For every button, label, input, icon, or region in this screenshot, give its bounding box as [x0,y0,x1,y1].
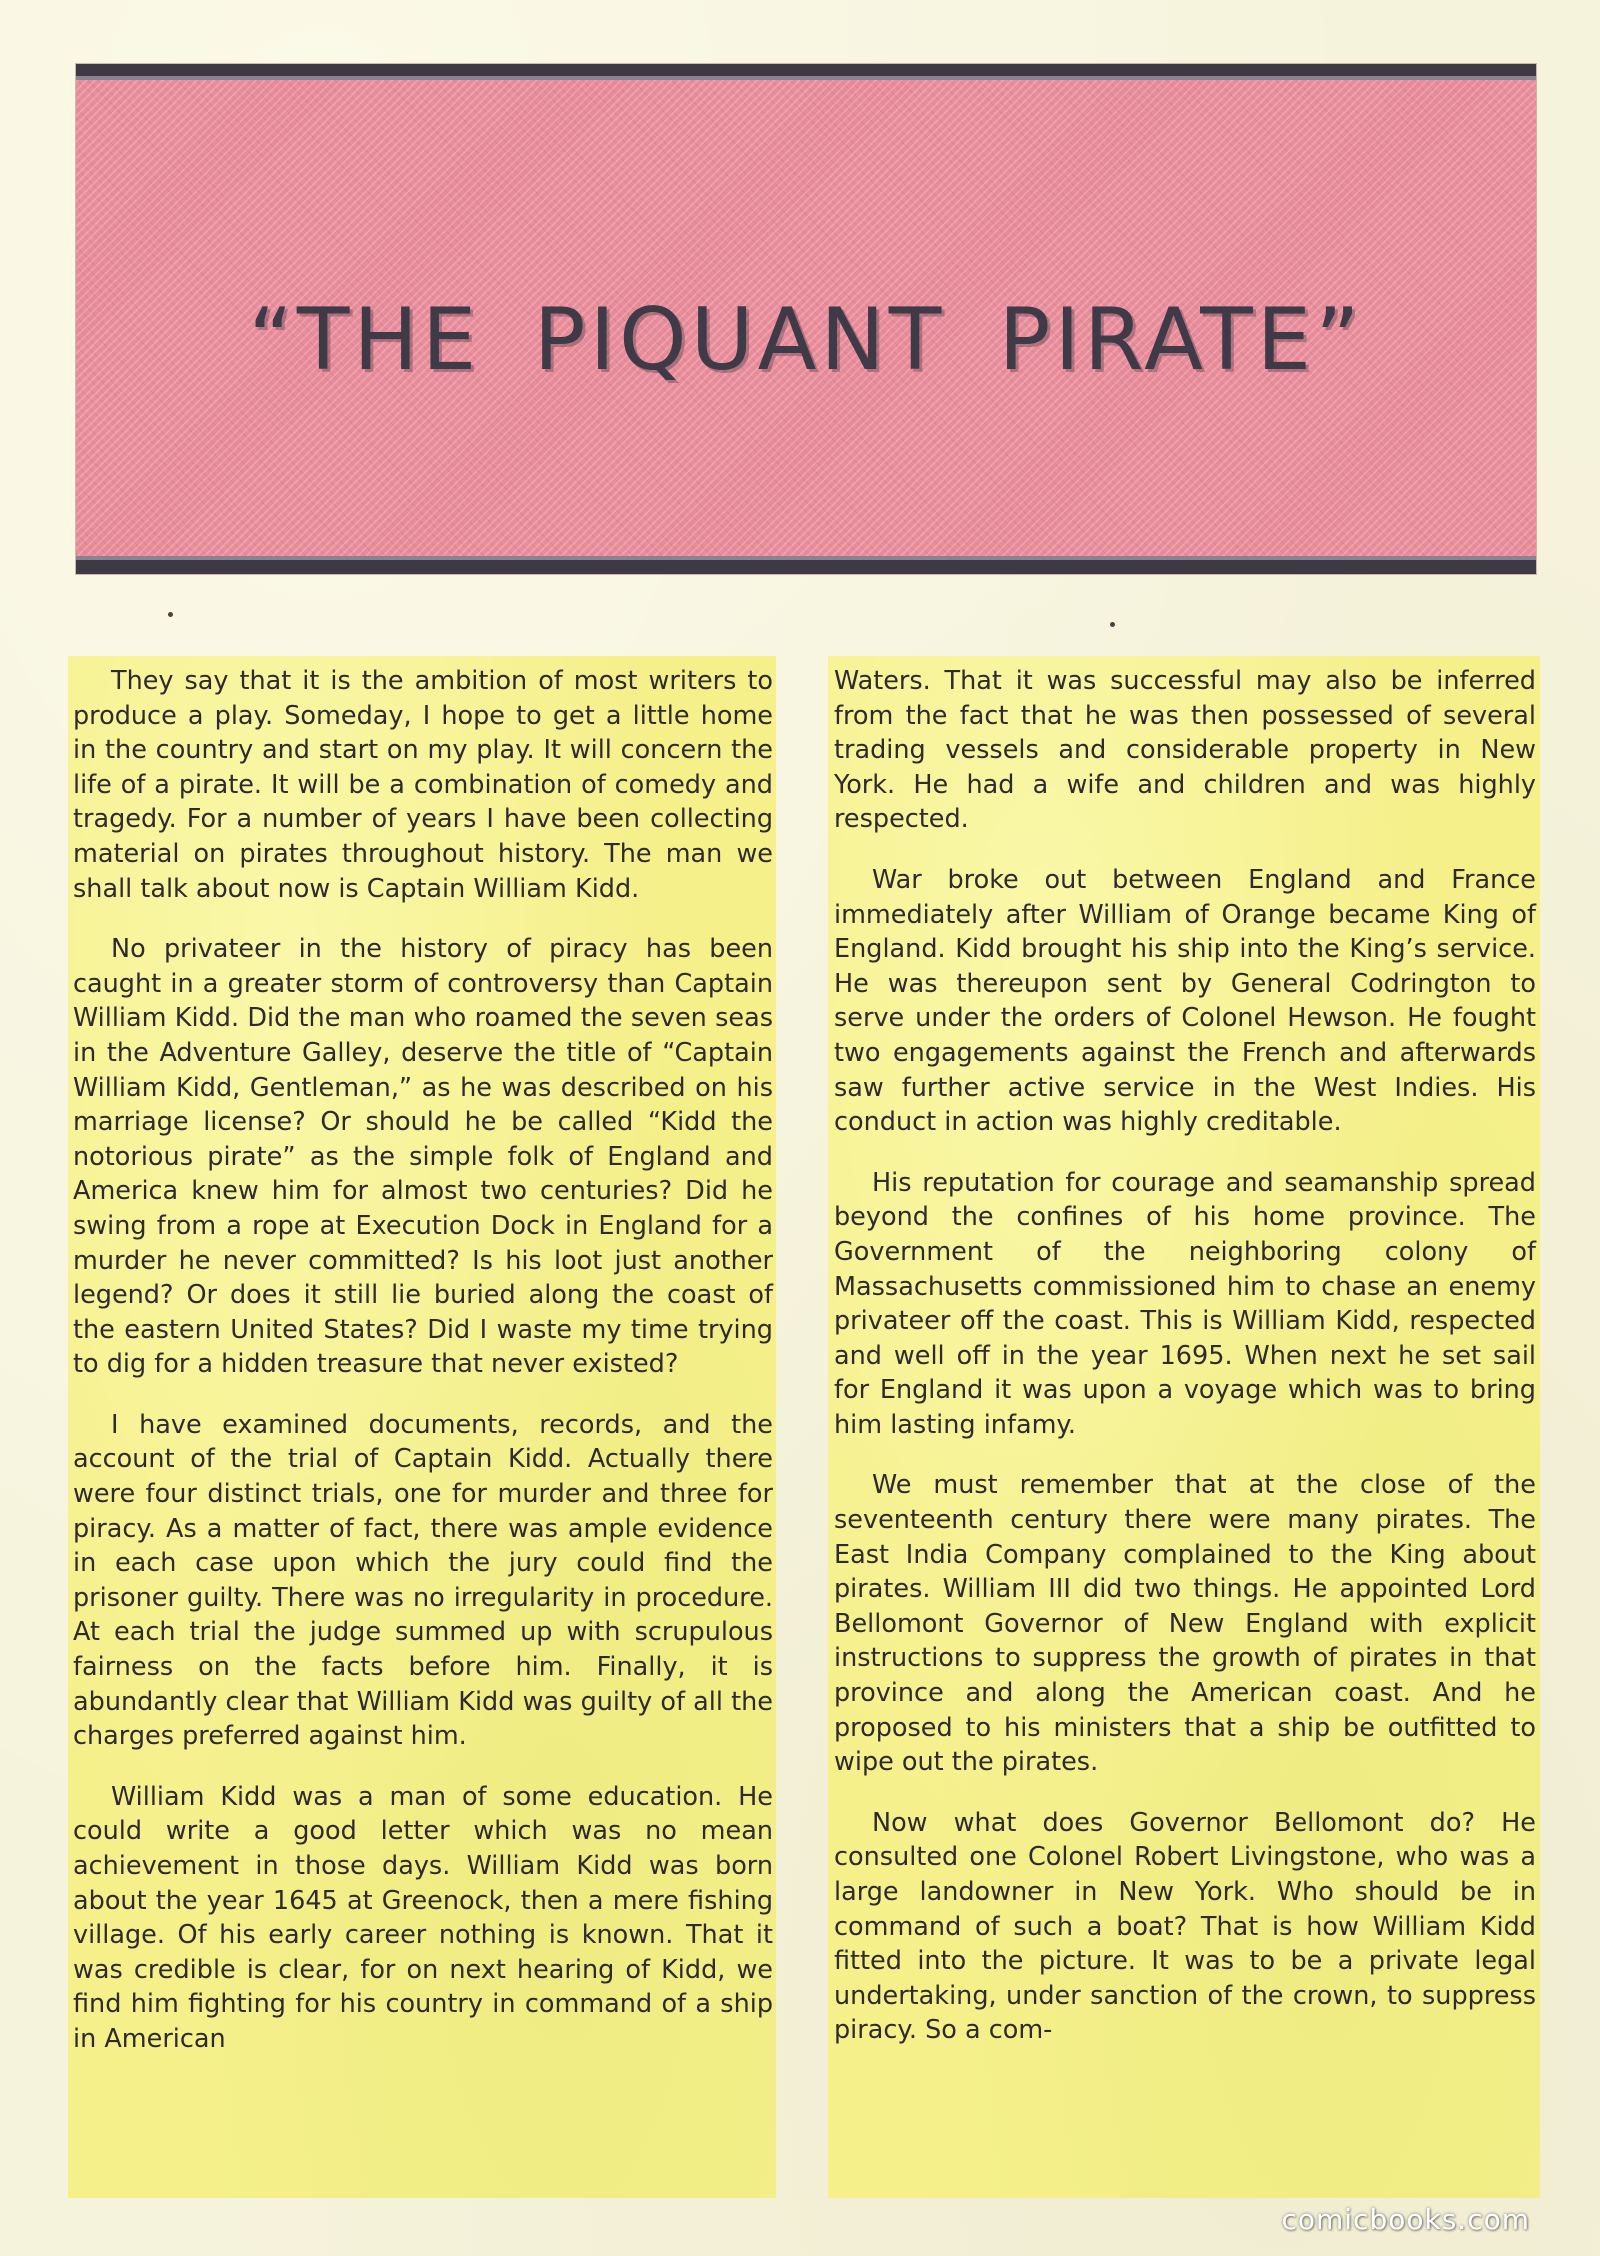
left-column-body [73,664,773,2083]
site-watermark: comicbooks.com [1281,2203,1530,2236]
article-paragraph: His reputation for courage and seamanship spread beyond the confines of his home province. The Government of the neighboring colony of Massachusetts commissioned him to chase an enemy privateer off the coast. This is William Kidd, respected and well off in the year 1695. When next he set sail for England it was upon a voyage which was to bring him lasting infamy. [834,1167,1536,1440]
article-paragraph: No privateer in the history of piracy has been caught in a greater storm of controversy than Captain William Kidd. Did the man who roamed the seven seas in the Adventure Galley, deserve the title of “Captain William Kidd, Gentleman,” as he was described on his marriage license? Or should he be called “Kidd the notorious pirate” as the simple folk of England and America knew him for almost two centuries? Did he swing from a rope at Execution Dock in England for a murder he never committed? Is his loot just another legend? Or does it still lie buried along the coast of the eastern United States? Did I waste my time trying to dig for a hidden treasure that never existed? [73,934,773,1380]
right-column-body [834,664,1536,2074]
page-title: “THE PIQUANT PIRATE” [248,290,1364,390]
print-speck [168,612,173,617]
article-paragraph: They say that it is the ambition of most writers to produce a play. Someday, I hope to get a little home in the country and start on my play. It will concern the life of a pirate. It will be a combination of comedy and tragedy. For a number of years I have been collecting material on pirates throughout history. The man we shall talk about now is Captain William Kidd. [73,666,773,904]
print-speck [1110,622,1115,627]
banner-bottom-rule [76,556,1536,574]
article-paragraph: Waters. That it was successful may also be inferred from the fact that he was then possessed of several trading vessels and considerable property in New York. He had a wife and children and was highly respected. [834,666,1536,835]
article-paragraph: I have examined documents, records, and the account of the trial of Captain Kidd. Actually there were four distinct trials, one for murder and three for piracy. As a matter of fact, there was ample evidence in each case upon which the jury could find the prisoner guilty. There was no irregularity in procedure. At each trial the judge summed up with scrupulous fairness on the facts before him. Finally, it is abundantly clear that William Kidd was guilty of all the charges preferred against him. [73,1409,773,1752]
title-banner [76,64,1536,574]
banner-top-rule [76,64,1536,80]
left-text-column [68,656,776,2198]
article-paragraph: Now what does Governor Bellomont do? He consulted one Colonel Robert Livingstone, who was a large landowner in New York. Who should be in command of such a boat? That is how William Kidd fitted into the picture. It was to be a private legal undertaking, under sanction of the crown, to suppress piracy. So a com- [834,1807,1536,2046]
article-paragraph: We must remember that at the close of the seventeenth century there were many pirates. The East India Company complained to the King about pirates. William III did two things. He appointed Lord Bellomont Governor of New England with explicit instructions to suppress the growth of pirates in that province and along the American coast. And he proposed to his ministers that a ship be outfitted to wipe out the pirates. [834,1470,1536,1778]
article-paragraph: War broke out between England and France immediately after William of Orange became King of England. Kidd brought his ship into the King’s service. He was thereupon sent by General Codrington to serve under the orders of Colonel Hewson. He fought two engagements against the French and afterwards saw further active service in the West Indies. His conduct in action was highly creditable. [834,864,1536,1138]
article-paragraph: William Kidd was a man of some education. He could write a good letter which was no mean achievement in those days. William Kidd was born about the year 1645 at Greenock, then a mere fishing village. Of his early career nothing is known. That it was credible is clear, for on next hearing of Kidd, we find him fighting for his country in command of a ship in American [73,1781,773,2054]
right-text-column [828,656,1540,2198]
